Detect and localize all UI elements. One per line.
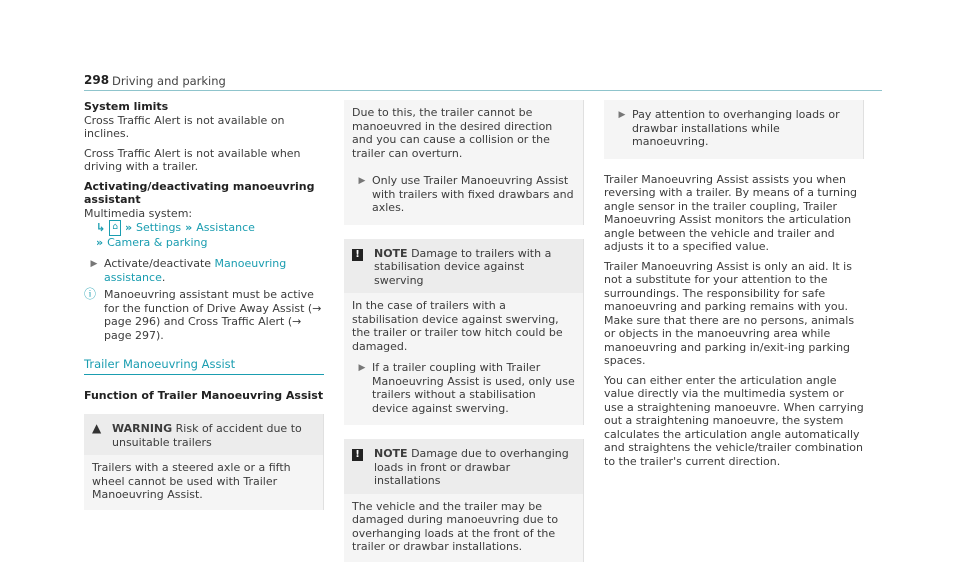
note-1-step-text: If a trailer coupling with Trailer Manoeuvring Assist is used, only use trailers without a stabilisation device against swerving. (372, 361, 575, 415)
warning-head: Risk of accident due to unsuitable trailers (112, 422, 302, 449)
note-2-body: The vehicle and the trailer may be damaged during manoeuvring due to overhanging loads at the front of the trailer or drawbar installations. (352, 499, 559, 553)
function-title: Function of Trailer Manoeuvring Assist (84, 388, 324, 402)
warning-step-text: Only use Trailer Manoeuvring Assist with trailers with fixed drawbars and axles. (372, 174, 574, 214)
note-1-step (344, 361, 583, 425)
warning-continued-box (344, 100, 584, 225)
step-end: . (161, 270, 166, 284)
info-note (84, 288, 324, 342)
note-2-head: Damage due to overhanging loads in front or drawbar installations (374, 447, 569, 487)
menu-path (96, 220, 324, 236)
warning-body: Trailers with a steered axle or a fifth wheel cannot be used with Trailer Manoeuvring Assist. (92, 461, 291, 501)
warning-continued: Due to this, the trailer cannot be manoeuvred in the desired direction and you can cause a collision or the trailer can overturn. (352, 106, 553, 160)
paragraph-1: Trailer Manoeuvring Assist assists you when reversing with a trailer. By means of a turning angle sensor in the trailer coupling, Trailer Manoeuvring Assist monitors the articulation angle between the vehicle and trailer and adjusts it to a specified value. (604, 172, 858, 253)
note-2-label: NOTE (374, 447, 408, 460)
limit-text-1: Cross Traffic Alert is not available on inclines. (84, 113, 285, 140)
warning-step (344, 168, 583, 225)
exclamation-icon: ! (352, 247, 374, 288)
limit-text-2: Cross Traffic Alert is not available when driving with a trailer. (84, 146, 301, 173)
paragraph-2: Trailer Manoeuvring Assist is only an aid. It is not a substitute for your attention to the surroundings. The responsibility for safe manoeuvring and parking remains with you. Make sure that there are no persons, animals or objects in the manoeuvring area while manoeuvring and parking in/exit-ing parking spaces. (604, 259, 855, 367)
note-1-header (344, 239, 583, 294)
warning-box (84, 414, 324, 510)
step-triangle-icon: ▶ (90, 259, 98, 269)
chevron-icon: » (185, 221, 193, 234)
info-note-text: Manoeuvring assistant must be active for the function of Drive Away Assist (→ page 296) and Cross Traffic Alert (→ page 297). (104, 288, 322, 342)
note-1-head: Damage to trailers with a stabilisation device against swerving (374, 246, 552, 287)
warning-triangle-icon: ▲ (92, 421, 102, 435)
chevron-icon: » (124, 221, 133, 234)
note-2-step (604, 100, 863, 159)
step-text: Activate/deactivate (104, 257, 212, 270)
page-number: 298 (84, 73, 110, 87)
column-2 (344, 100, 584, 562)
column-3 (604, 100, 864, 474)
path-assistance[interactable]: Assistance (196, 221, 255, 234)
path-camera[interactable]: Camera & parking (107, 235, 208, 249)
path-settings[interactable]: Settings (136, 221, 182, 234)
section-title: Trailer Manoeuvring Assist (84, 358, 324, 375)
return-arrow-icon: ↳ (96, 221, 106, 234)
note-2-step-text: Pay attention to overhanging loads or drawbar installations while manoeuvring. (632, 108, 840, 148)
home-icon[interactable]: ⌂ (109, 220, 121, 236)
step-triangle-icon: ▶ (358, 176, 366, 186)
note-2-continued-box (604, 100, 864, 159)
note-1-body: In the case of trailers with a stabilisation device against swerving, the trailer or trailer tow hitch could be damaged. (352, 299, 563, 353)
step-link[interactable]: Manoeuvring assistance (104, 257, 287, 284)
system-limits-title: System limits (84, 100, 169, 113)
warning-label: WARNING (112, 422, 173, 435)
note-2-header (344, 439, 583, 494)
step-activate (84, 257, 324, 284)
menu-path-2 (96, 236, 324, 250)
activating-title: Activating/deactivating manoeuvring assistant (84, 179, 315, 206)
multimedia-label: Multimedia system: (84, 206, 193, 220)
exclamation-icon: ! (352, 447, 374, 488)
note-box-2 (344, 439, 584, 562)
warning-header (84, 414, 323, 455)
note-box-1 (344, 239, 584, 426)
section-name: Driving and parking (112, 74, 226, 88)
column-1 (84, 100, 324, 510)
info-icon: ⓘ (84, 287, 97, 301)
note-1-label: NOTE (374, 246, 408, 260)
paragraph-3: You can either enter the articulation angle value directly via the multimedia system or use a straightening manoeuvre. When carrying out a straightening manoeuvre, the system calculates the articulation angle automatically and straightens the vehicle/trailer combination to the trailer's current direction. (604, 373, 864, 468)
header-rule (84, 90, 882, 91)
step-triangle-icon: ▶ (358, 363, 366, 373)
chevron-icon: » (96, 235, 104, 249)
step-triangle-icon: ▶ (618, 110, 626, 120)
